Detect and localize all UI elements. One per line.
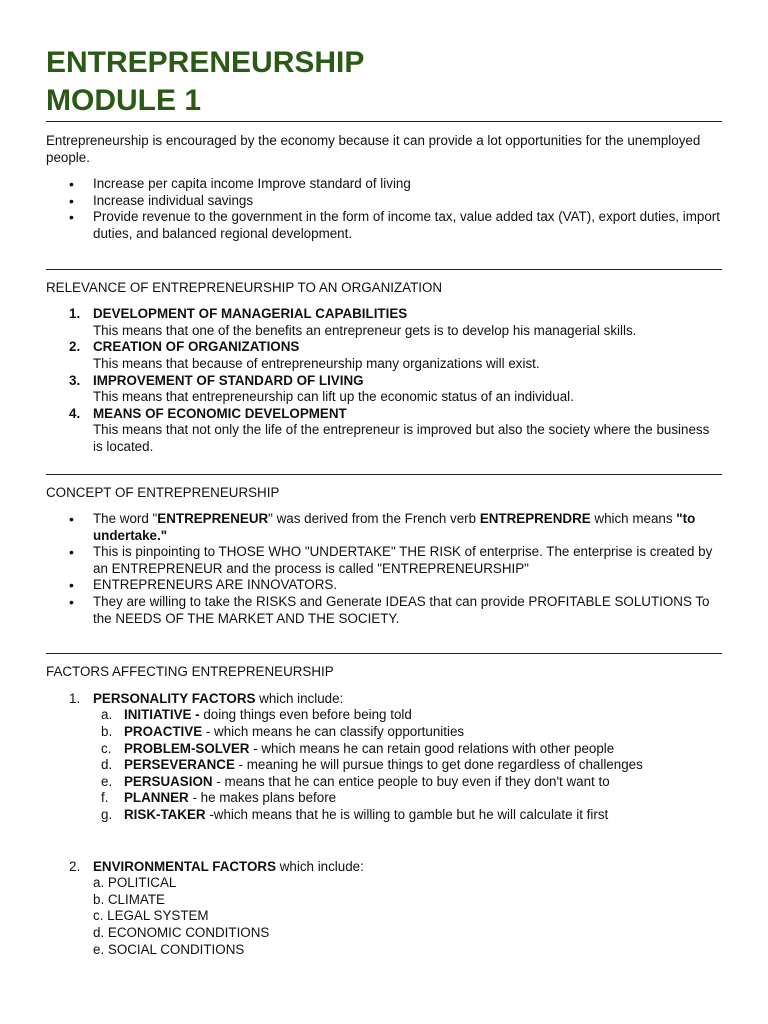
list-item bbox=[69, 339, 722, 372]
sub-list-item bbox=[101, 740, 722, 758]
intro-bullet-list bbox=[46, 176, 722, 242]
list-item: • ENTREPRENEURS ARE INNOVATORS. bbox=[93, 577, 722, 594]
item-title: MEANS OF ECONOMIC DEVELOPMENT bbox=[93, 405, 347, 421]
item-number: 1. bbox=[69, 306, 81, 322]
title-divider bbox=[46, 121, 722, 122]
item-description: This means that one of the benefits an entrepreneur gets is to develop his managerial skills. bbox=[93, 322, 637, 338]
sub-item-desc: - which means he can retain good relations with other people bbox=[249, 740, 615, 756]
sub-item-desc: - he makes plans before bbox=[188, 790, 337, 806]
list-item bbox=[69, 372, 722, 406]
page-title bbox=[46, 44, 722, 120]
item-title-line bbox=[93, 859, 722, 876]
item-suffix: which include: bbox=[255, 690, 344, 706]
item-description: This means that entrepreneurship can lift up the economic status of an individual. bbox=[93, 389, 574, 405]
text-run: The word " bbox=[93, 511, 158, 527]
sub-item-letter: e. bbox=[101, 773, 113, 789]
section-divider bbox=[46, 474, 722, 475]
text-run-bold: "to undertake." bbox=[93, 511, 696, 543]
item-title: CREATION OF ORGANIZATIONS bbox=[93, 339, 300, 355]
sub-item-desc: doing things even before being told bbox=[199, 707, 412, 723]
list-item bbox=[69, 306, 722, 339]
text-run-bold: ENTREPRENEUR bbox=[157, 511, 269, 527]
sub-list-item: e. SOCIAL CONDITIONS bbox=[93, 941, 245, 957]
item-number: 4. bbox=[69, 405, 81, 421]
text-run: which means bbox=[590, 511, 677, 527]
sub-item-desc: - which means he can classify opportunities bbox=[202, 724, 465, 740]
sub-list-item: d. ECONOMIC CONDITIONS bbox=[93, 924, 270, 940]
list-item bbox=[93, 511, 722, 544]
sub-list-item bbox=[101, 707, 722, 724]
sub-list-item bbox=[101, 724, 722, 741]
item-title: PERSONALITY FACTORS bbox=[93, 690, 256, 706]
sub-item-term: RISK-TAKER bbox=[124, 807, 206, 822]
relevance-list bbox=[46, 306, 722, 455]
list-item: • They are willing to take the RISKS and Generate IDEAS that can provide PROFITABLE SOLUTIONS To the NEEDS OF THE MARKET AND THE SOCIETY. bbox=[93, 594, 722, 627]
item-title: ENVIRONMENTAL FACTORS bbox=[93, 858, 277, 874]
sub-list-item bbox=[101, 807, 722, 824]
sub-item-term: PERSEVERANCE bbox=[124, 757, 235, 773]
item-description: This means that because of entrepreneurship many organizations will exist. bbox=[93, 355, 540, 371]
list-item bbox=[69, 405, 722, 456]
sub-item-term: PLANNER bbox=[124, 790, 189, 806]
section-heading-factors: FACTORS AFFECTING ENTREPRENEURSHIP bbox=[46, 664, 334, 680]
section-divider bbox=[46, 653, 722, 654]
list-item: • Provide revenue to the government in the form of income tax, value added tax (VAT), export duties, import duties, and balanced regional development. bbox=[93, 209, 722, 242]
list-item: • Increase per capita income Improve standard of living bbox=[93, 176, 722, 193]
sub-item-desc: - meaning he will pursue things to get done regardless of challenges bbox=[234, 757, 643, 773]
item-description: This means that not only the life of the entrepreneur is improved but also the society where the business is located. bbox=[93, 422, 710, 454]
sub-list-item bbox=[101, 757, 722, 774]
sub-list-item bbox=[101, 790, 722, 807]
sub-item-letter: f. bbox=[101, 790, 109, 806]
sub-item-letter: c. bbox=[101, 740, 112, 756]
list-item bbox=[69, 858, 722, 959]
environmental-sublist bbox=[93, 875, 722, 958]
sub-item-letter: b. bbox=[101, 724, 113, 740]
sub-list-item: a. POLITICAL bbox=[93, 875, 177, 891]
item-number: 3. bbox=[69, 372, 81, 388]
intro-paragraph: Entrepreneurship is encouraged by the economy because it can provide a lot opportunities for the unemployed people. bbox=[46, 133, 701, 165]
text-run: " was derived from the French verb bbox=[268, 511, 480, 527]
factors-list bbox=[46, 691, 722, 958]
sub-item-letter: a. bbox=[101, 707, 113, 723]
section-divider bbox=[46, 269, 722, 270]
sub-item-desc: -which means that he is willing to gamble but he will calculate it first bbox=[205, 807, 609, 822]
item-suffix: which include: bbox=[276, 858, 364, 874]
sub-item-term: INITIATIVE - bbox=[124, 707, 200, 723]
section-heading-concept: CONCEPT OF ENTREPRENEURSHIP bbox=[46, 484, 280, 500]
sub-item-term: PROACTIVE bbox=[124, 724, 203, 740]
sub-item-letter: d. bbox=[101, 757, 113, 773]
text-run-bold: ENTREPRENDRE bbox=[479, 511, 591, 527]
item-title-line bbox=[93, 691, 722, 708]
item-number: 1. bbox=[69, 690, 81, 706]
sub-list-item bbox=[101, 773, 722, 791]
title-line-2: MODULE 1 bbox=[46, 84, 202, 117]
item-title: IMPROVEMENT OF STANDARD OF LIVING bbox=[93, 372, 364, 388]
sub-item-letter: g. bbox=[101, 807, 113, 822]
list-item: • This is pinpointing to THOSE WHO "UNDERTAKE" THE RISK of enterprise. The enterprise is created by an ENTREPRENEUR and the process is called "ENTREPRENEURSHIP" bbox=[93, 544, 722, 577]
section-heading-relevance: RELEVANCE OF ENTREPRENEURSHIP TO AN ORGANIZATION bbox=[46, 279, 443, 295]
personality-sublist bbox=[93, 707, 722, 823]
sub-list-item: c. LEGAL SYSTEM bbox=[93, 908, 209, 924]
list-item bbox=[69, 690, 722, 824]
sub-list-item: b. CLIMATE bbox=[93, 891, 165, 907]
item-number: 2. bbox=[69, 858, 81, 874]
title-line-1: ENTREPRENEURSHIP bbox=[46, 46, 365, 79]
concept-bullet-list bbox=[46, 511, 722, 627]
sub-item-term: PROBLEM-SOLVER bbox=[124, 740, 250, 756]
sub-item-desc: - means that he can entice people to buy even if they don't want to bbox=[212, 773, 610, 789]
sub-item-term: PERSUASION bbox=[124, 773, 213, 789]
list-item: • Increase individual savings bbox=[93, 193, 722, 210]
item-title: DEVELOPMENT OF MANAGERIAL CAPABILITIES bbox=[93, 306, 408, 322]
item-number: 2. bbox=[69, 339, 81, 355]
